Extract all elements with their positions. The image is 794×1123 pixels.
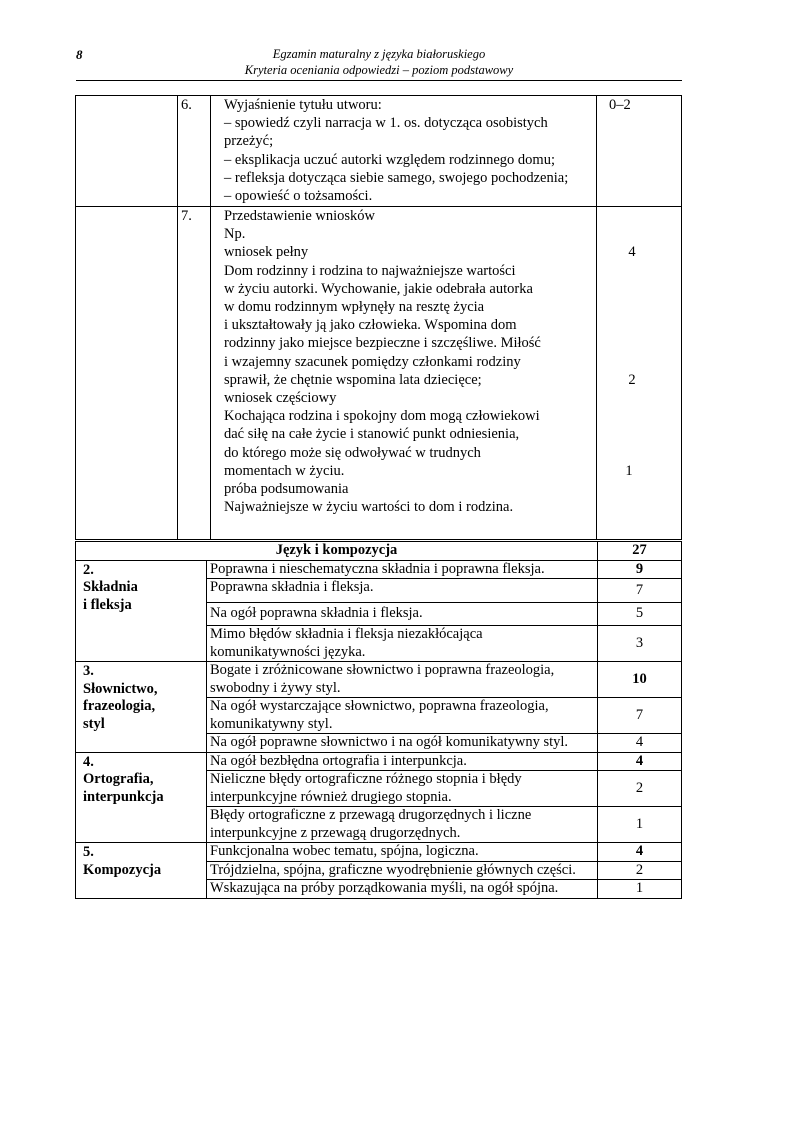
group-name-line: interpunkcja [83,788,164,805]
criterion-description [211,96,597,207]
criterion-score: 7 [598,698,682,734]
criterion-text: Wskazująca na próby porządkowania myśli, na ogół spójna. [207,880,598,899]
criterion-text: Na ogół bezbłędna ortografia i interpunkcja. [207,752,598,771]
points-partial: 2 [628,371,636,388]
criterion-text: Błędy ortograficzne z przewagą drugorzędnych i liczne interpunkcyjne z przewagą drugorzędnych. [207,807,598,843]
criterion-text: Trójdzielna, spójna, graficzne wyodrębnienie głównych części. [207,861,598,880]
group-name-line: Słownictwo, [83,680,158,697]
section-title: Język i kompozycja [76,541,598,561]
criterion-line: i ukształtowały ją jako człowieka. Wspomina dom [224,317,517,334]
points-full: 4 [628,244,636,261]
header-line-2: Kryteria oceniania odpowiedzi – poziom podstawowy [244,63,514,77]
group-row [76,662,682,698]
group-name-line: Kompozycja [83,861,162,878]
criterion-score: 3 [598,626,682,662]
header-title [76,46,682,78]
group-name-skladnia [76,560,207,662]
criterion-line: w domu rodzinnym wpłynęły na resztę życia [224,299,485,316]
criterion-points: 0–2 [597,96,682,207]
group-number: 2. [83,561,94,578]
criterion-score: 4 [598,843,682,862]
criterion-text: Na ogół poprawna składnia i fleksja. [207,603,598,626]
criterion-number: 6. [178,96,211,207]
criterion-line: sprawił, że chętnie wspomina lata dziecięce; [224,371,482,388]
criterion-text: Mimo błędów składnia i fleksja niezakłócająca komunikatywności języka. [207,626,598,662]
criterion-line: wniosek częściowy [224,390,337,407]
group-name-line: Składnia [83,579,138,595]
criterion-line: do którego może się odwoływać w trudnych [224,444,481,461]
criteria-table [75,95,682,540]
points-attempt: 1 [625,462,633,479]
criterion-score: 9 [598,560,682,579]
criterion-description [211,207,597,540]
criterion-row-6 [76,96,682,207]
criterion-line: – opowieść o tożsamości. [224,188,373,205]
criterion-line: przeżyć; [224,133,274,150]
group-name-kompozycja [76,843,207,899]
group-number: 3. [83,663,94,679]
group-name-line: styl [83,715,105,732]
criterion-text: Nieliczne błędy ortograficzne różnego stopnia i błędy interpunkcyjne również drugiego stopnia. [207,771,598,807]
criterion-line: – eksplikacja uczuć autorki względem rodzinnego domu; [224,151,555,168]
criterion-text: Poprawna składnia i fleksja. [207,579,598,603]
criterion-score: 1 [598,880,682,899]
section-total: 27 [598,541,682,561]
blank-cell [76,96,178,207]
criterion-score: 10 [598,662,682,698]
criterion-line: – refleksja dotycząca siebie samego, swojego pochodzenia; [224,169,569,186]
group-name-line: i fleksja [83,596,132,613]
criterion-score: 5 [598,603,682,626]
group-row [76,843,682,862]
criterion-text: Funkcjonalna wobec tematu, spójna, logiczna. [207,843,598,862]
header-line-1: Egzamin maturalny z języka białoruskiego [272,47,486,61]
criterion-points-column [597,207,682,540]
group-name-line: frazeologia, [83,698,156,714]
group-name-slownictwo [76,662,207,753]
blank-cell [76,207,178,540]
criterion-line: w życiu autorki. Wychowanie, jakie odebrała autorka [224,280,533,297]
criterion-score: 4 [598,752,682,771]
criterion-line: i wzajemny szacunek pomiędzy członkami rodziny [224,353,521,370]
page-header [76,42,682,81]
group-number: 5. [83,844,94,860]
criterion-line: Najważniejsze w życiu wartości to dom i rodzina. [224,499,514,516]
section-header-row [76,541,682,561]
criterion-line: próba podsumowania [224,481,349,498]
criterion-score: 2 [598,771,682,807]
criterion-score: 2 [598,861,682,880]
criterion-line: Przedstawienie wniosków [224,208,376,224]
group-row [76,560,682,579]
criterion-line: Dom rodzinny i rodzina to najważniejsze wartości [224,262,516,279]
group-name-ortografia [76,752,207,843]
group-number: 4. [83,753,94,770]
criterion-text: Poprawna i nieschematyczna składnia i poprawna fleksja. [207,560,598,579]
group-row [76,752,682,771]
criterion-number: 7. [178,207,211,540]
criterion-text: Na ogół wystarczające słownictwo, poprawna frazeologia, komunikatywny styl. [207,698,598,734]
criterion-line: Kochająca rodzina i spokojny dom mogą człowiekowi [224,408,540,425]
group-name-line: Ortografia, [83,771,154,787]
page-number: 8 [76,47,83,62]
criterion-line: wniosek pełny [224,244,309,261]
criterion-line: rodzinny jako miejsce bezpieczne i szczęśliwe. Miłość [224,335,541,352]
criterion-score: 7 [598,579,682,603]
criterion-row-7 [76,207,682,540]
criterion-score: 1 [598,807,682,843]
criterion-line: momentach w życiu. [224,462,345,479]
criterion-text: Bogate i zróżnicowane słownictwo i poprawna frazeologia, swobodny i żywy styl. [207,662,598,698]
criterion-line: Wyjaśnienie tytułu utworu: [224,97,382,113]
criterion-text: Na ogół poprawne słownictwo i na ogół komunikatywny styl. [207,734,598,753]
criterion-line: Np. [224,226,246,243]
criterion-score: 4 [598,734,682,753]
criterion-line: – spowiedź czyli narracja w 1. os. dotycząca osobistych [224,115,548,132]
language-composition-table [75,539,682,899]
criterion-line: dać siłę na całe życie i stanowić punkt odniesienia, [224,426,520,443]
